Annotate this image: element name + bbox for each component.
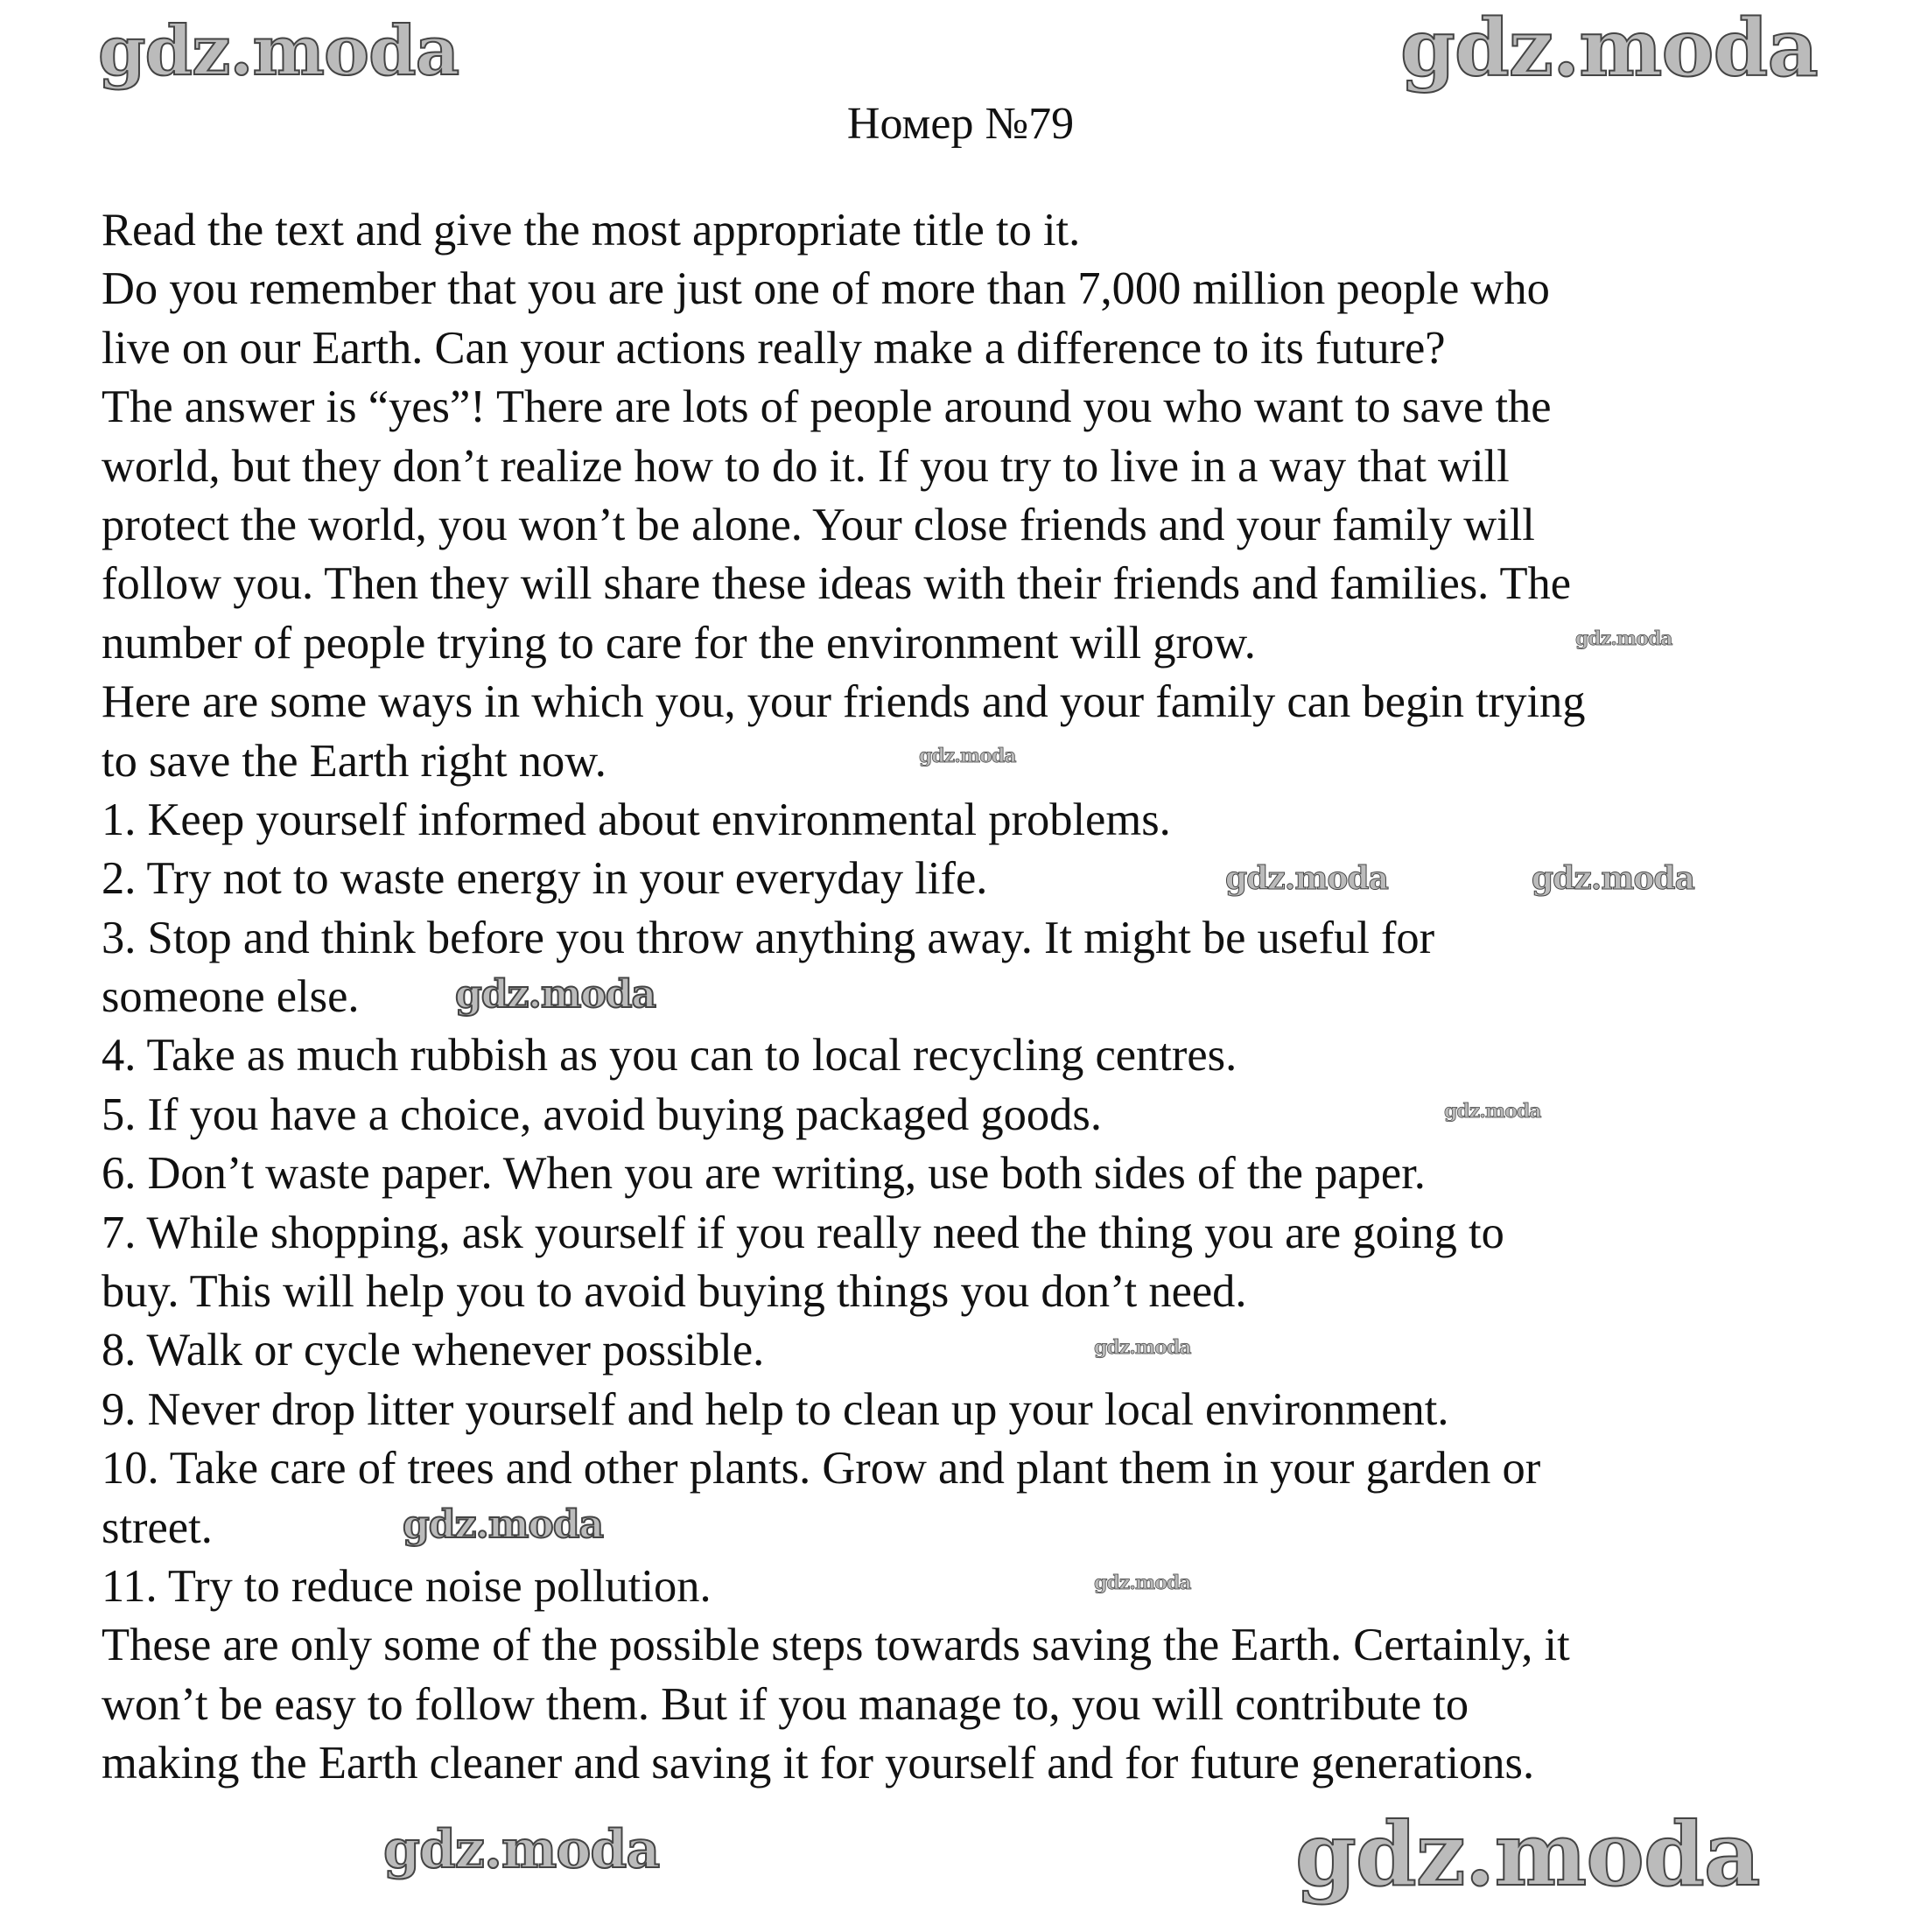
text-line: number of people trying to care for the environment will grow. [102,617,1256,668]
text-line: Do you remember that you are just one of more than 7,000 million people who [102,263,1550,315]
text-line: 4. Take as much rubbish as you can to local recycling centres. [102,1030,1237,1082]
text-line: protect the world, you won’t be alone. Your close friends and your family will [102,499,1535,550]
text-line: street. [102,1502,213,1553]
text-line: 6. Don’t waste paper. When you are writing, use both sides of the paper. [102,1148,1426,1200]
text-line: someone else. [102,971,360,1023]
text-line: Read the text and give the most appropriate title to it. [102,205,1081,256]
watermark: gdz.moda [1295,1802,1760,1906]
text-line: 2. Try not to waste energy in your everyday life. [102,853,988,905]
watermark: gdz.moda [98,11,459,91]
text-body [102,201,1586,1794]
text-line: 8. Walk or cycle whenever possible. [102,1325,765,1376]
text-line: 5. If you have a choice, avoid buying packaged goods. [102,1088,1102,1140]
text-line: follow you. Then they will share these ideas with their friends and families. The [102,558,1572,610]
text-line: 7. While shopping, ask yourself if you really need the thing you are going to [102,1207,1504,1258]
watermark: gdz.moda [1094,1336,1191,1359]
text-line: 9. Never drop litter yourself and help to clean up your local environment. [102,1383,1449,1435]
text-line: live on our Earth. Can your actions really make a difference to its future? [102,322,1446,374]
text-line: 10. Take care of trees and other plants. Grow and plant them in your garden or [102,1443,1541,1494]
watermark: gdz.moda [1400,2,1818,94]
text-line: 3. Stop and think before you throw anything away. It might be useful for [102,912,1435,963]
watermark: gdz.moda [1444,1100,1541,1123]
watermark: gdz.moda [383,1819,660,1880]
text-line: These are only some of the possible steps towards saving the Earth. Certainly, it [102,1620,1570,1671]
text-line: making the Earth cleaner and saving it for yourself and for future generations. [102,1738,1535,1789]
text-line: buy. This will help you to avoid buying things you don’t need. [102,1266,1247,1318]
text-line: Here are some ways in which you, your friends and your family can begin trying [102,676,1586,728]
watermark: gdz.moda [455,972,656,1017]
watermark: gdz.moda [1532,860,1694,897]
text-line: world, but they don’t realize how to do it. If you try to live in a way that will [102,440,1510,492]
watermark: gdz.moda [1575,627,1672,650]
text-line: The answer is “yes”! There are lots of people around you who want to save the [102,382,1552,433]
text-line: 11. Try to reduce noise pollution. [102,1560,712,1612]
text-line: to save the Earth right now. [102,735,606,787]
watermark: gdz.moda [919,745,1016,767]
text-line: won’t be easy to follow them. But if you manage to, you will contribute to [102,1678,1469,1730]
watermark: gdz.moda [403,1502,604,1547]
watermark: gdz.moda [1225,860,1388,897]
watermark: gdz.moda [1094,1572,1191,1594]
page-title: Номер №79 [846,99,1075,149]
text-line: 1. Keep yourself informed about environmental problems. [102,794,1171,845]
